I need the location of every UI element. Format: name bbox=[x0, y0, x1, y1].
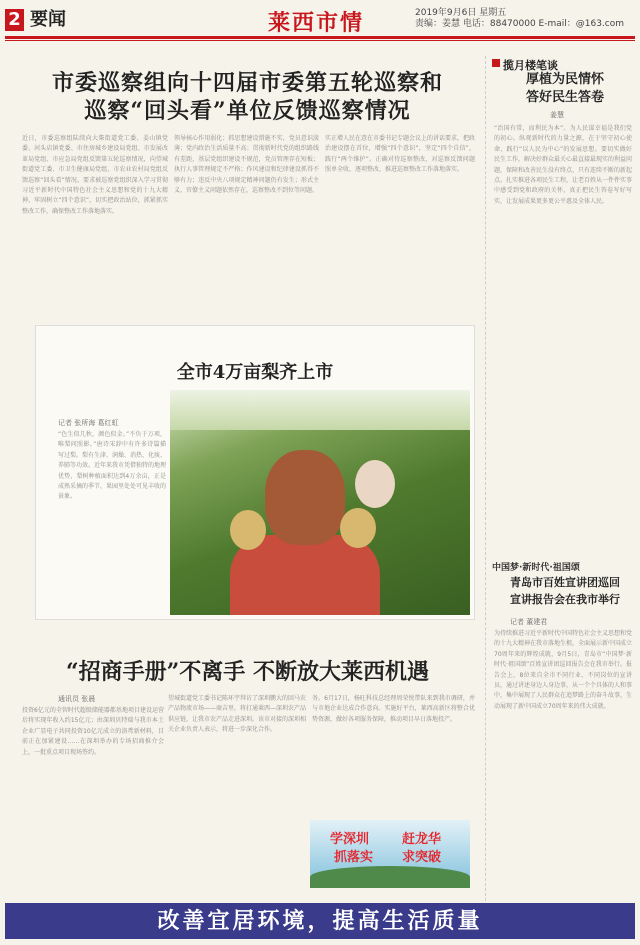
sidebar-byline: 记者 董建君 bbox=[510, 618, 548, 626]
farmer-face bbox=[265, 450, 345, 545]
page-number: 2 bbox=[5, 9, 24, 31]
editor-info: 责编：姜慧 电话：88470000 bbox=[415, 19, 536, 29]
lead-article-col3: 实正增人民在意在市委书记专题会议上的讲话要求，把政治建设摆在首位，增强“四个意识”，坚定“四个自信”，践行“两个维护”。正确对待巡察整改，对巡察反馈问题照单全收，逐项整改，推进巡察整改工作落地落实。 bbox=[325, 135, 475, 174]
column-tag-marker bbox=[492, 59, 500, 67]
column-author: 姜慧 bbox=[550, 111, 564, 119]
second-article-col2: 望城街道党工委书记陈环宇拜访了深圳鹏大的回马农产品物流市场——商吉里，将打通莱西—深圳农产品供应链，让我市农产品走进深圳。该市对接的深圳相关企业负责人表示，将进一步深化合作。 bbox=[168, 695, 306, 734]
email-info: E-mail：@163.com bbox=[538, 19, 625, 29]
column-text: “治国有常，而利民为本”。为人民谋幸福是我们党的初心。纵观新时代的力量之源，在于坚守初心使命，践行“以人民为中心”的发展思想。要切实做好民生工作，解决好群众最关心最直接最现实的利益问题，保障和改善民生没有终点，只有连续不断的新起点。扎实推进各项民生工程，让老百姓从一件件实事中感受到党和政府的关怀，真正把民生答卷写好写实，让发展成果更多更公平惠及全体人民。 bbox=[494, 125, 632, 205]
pear-right bbox=[340, 508, 376, 548]
feature-byline: 记者 张所海 葛红虹 bbox=[58, 419, 119, 427]
woman-face bbox=[355, 460, 395, 508]
section-name: 要闻 bbox=[30, 9, 66, 30]
second-headline: “招商手册”不离手 不断放大莱西机遇 bbox=[66, 659, 429, 685]
banner-text-2a: 抓落实 bbox=[334, 850, 374, 865]
banner-text-2b: 求突破 bbox=[402, 850, 442, 865]
issue-date: 2019年9月6日 星期五 bbox=[415, 8, 507, 18]
sidebar-title-line1: 青岛市百姓宣讲团巡回 bbox=[510, 576, 620, 589]
feature-headline: 全市4万亩梨齐上市 bbox=[176, 362, 334, 383]
second-article-col1: 投资6亿元的全智时代超级储能器都基地项目建设运营后将实现年收入约15亿元；由深圳贝特瑞与我市本土企业广显电子共同投资10亿元成立的洛鸢新材料，目前正在加紧建设……在深圳举办的专场招商推介会上，一批重点项目现场签约。 bbox=[22, 707, 164, 756]
masthead-rule bbox=[5, 36, 635, 39]
second-byline: 通讯员 张晨 bbox=[58, 695, 96, 703]
feature-text: “色生似几秋，颜色似金。”不负于万项，唯梨问照影。”唐诗宋辞中有许多诗篇描写过梨。梨有生津、润燥、消热、化痰、养肺等功效。近年来我市凭借独特的地理优势，梨树种植面积达到4万余亩，正是成熟采摘的季节，果园里处处可见丰收的景象。 bbox=[58, 431, 166, 501]
lead-article-col1: 近日，市委巡察组陆续向大柴街道党工委、姜山镇党委、河头店镇党委、市住房城乡建设局党组、市发展改革局党组、市应急局党组反馈第五轮巡察情况，向望城街道党工委、市卫生健康局党组、市农业农村局党组反馈巡察“回头看”情况。要求被巡察党组织深入学习贯彻习近平新时代中国特色社会主义思想和党的十九大精神，牢固树立“四个意识”，切实把政治站位，抓紧抓实整改工作，确保整改工作落地落实。 bbox=[22, 135, 168, 215]
column-title-line1: 厚植为民情怀 bbox=[525, 72, 604, 87]
banner-text-1a: 学深圳 bbox=[330, 832, 370, 847]
column-divider bbox=[485, 56, 487, 936]
column-title-line2: 答好民生答卷 bbox=[525, 90, 604, 105]
masthead bbox=[0, 0, 640, 36]
footer-slogan: 改善宜居环境，提高生活质量 bbox=[5, 903, 635, 939]
issue-info bbox=[415, 8, 624, 30]
lead-headline-line1: 市委巡察组向十四届市委第五轮巡察和 bbox=[51, 70, 443, 96]
sidebar-tag: 中国梦·新时代·祖国颂 bbox=[492, 563, 580, 573]
sidebar-text: 为持续推进习近平新时代中国特色社会主义思想和党的十九大精神在我市落地生根，全面展示新中国成立70周年来的辉煌成就，9月5日，青岛市“中国梦·新时代·祖国颂”百姓宣讲团巡回报告会在我市举行。报告会上，8位来自全市不同行业、不同岗位的宣讲员，通过讲述身边人身边事，从一个个具体的人和事中，集中展现了人民群众在追梦路上的奋斗故事，生动展现了新中国成立70周年来的伟大成就。 bbox=[494, 630, 632, 710]
pear-left bbox=[230, 510, 266, 550]
farmer-pear-photo bbox=[170, 390, 470, 615]
newspaper-logo: 莱西市情 bbox=[268, 10, 365, 36]
second-article-col3: 务。6月17日，杨旺科技总经理周荣悦带队来到我市调研，并与市地企业达成合作意向。实施好平台，莱西高新区将整合优势资源，做好各项服务保障，推动项目早日落地投产。 bbox=[312, 695, 475, 723]
banner-hill bbox=[310, 866, 470, 888]
sidebar-title-line2: 宣讲报告会在我市举行 bbox=[510, 593, 620, 606]
lead-article-col2: 领导核心作用弱化；抓思想建设措施不实，党员意识淡薄；党内政治生活质量不高；贯彻新时代党的组织路线有差距，基层党组织建设不规范，党员管理存在短板；执行人事管理规定不严格；作风建设和纪律建设抓得不够有力；违反中央八项规定精神问题仍有发生；形式主义、官僚主义问题依然存在，巡察整改不到位等问题。 bbox=[174, 135, 319, 195]
lead-headline-line2: 巡察“回头看”单位反馈巡察情况 bbox=[84, 98, 411, 124]
column-tag: 揽月楼笔谈 bbox=[503, 59, 558, 72]
banner-text-1b: 赶龙华 bbox=[402, 832, 442, 847]
masthead-rule-thin bbox=[5, 40, 635, 41]
campaign-banner bbox=[310, 820, 470, 888]
